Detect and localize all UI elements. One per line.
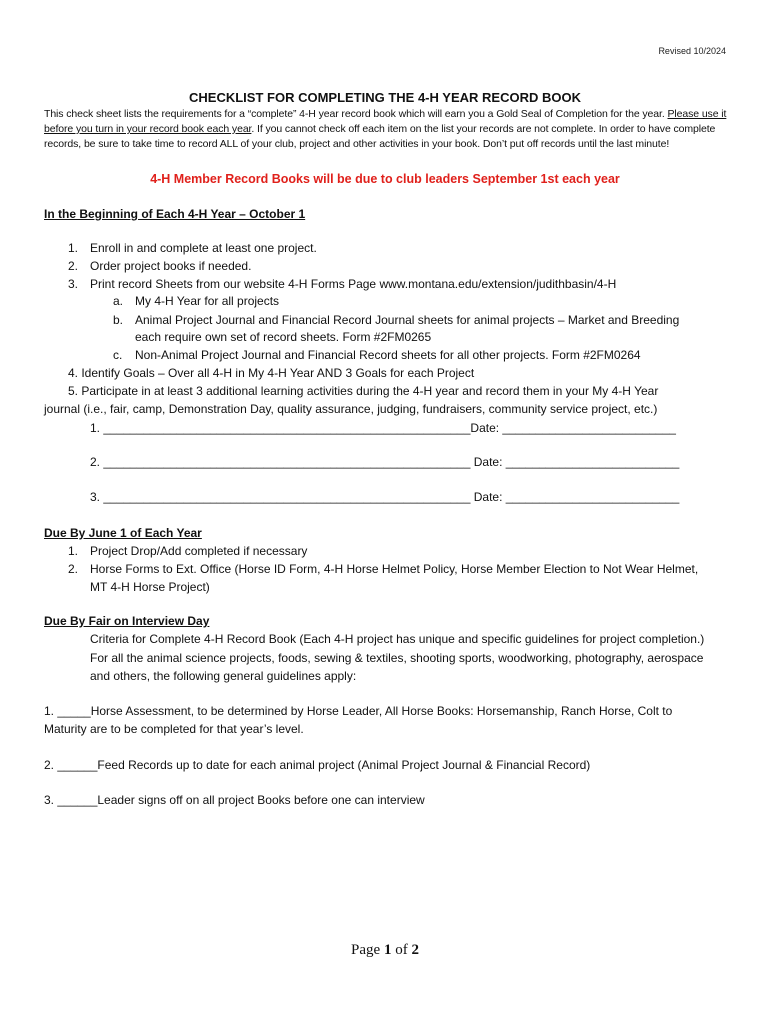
activity-blank-line[interactable]: 1. _______________________________________________________Date: __________________________ (90, 421, 676, 435)
page-number: Page 1 of 2 (351, 942, 419, 958)
section-heading-october: In the Beginning of Each 4-H Year – October 1 (44, 207, 306, 221)
intro-paragraph (44, 107, 734, 152)
sub-list-item-continued: each require own set of record sheets. Form #2FM0265 (135, 330, 432, 344)
list-item: 3. Print record Sheets from our website 4-H Forms Page www.montana.edu/extension/judithbasin/4-H (68, 277, 617, 291)
list-item-continued: MT 4-H Horse Project) (90, 580, 210, 594)
list-item: 2. Order project books if needed. (68, 259, 252, 273)
checklist-item-leader-signoff[interactable]: 3. ______Leader signs off on all project Books before one can interview (44, 793, 425, 807)
list-item: 1. Project Drop/Add completed if necessary (68, 544, 308, 558)
list-item: 5. Participate in at least 3 additional learning activities during the 4-H year and record them in your My 4-H Year (68, 384, 659, 398)
checklist-item-continued: Maturity are to be completed for that year’s level. (44, 722, 304, 736)
revised-date: Revised 10/2024 (658, 46, 726, 56)
sub-list-item: b. Animal Project Journal and Financial Record Journal sheets for animal projects – Market and Breeding (113, 313, 680, 327)
checklist-item-feed-records[interactable]: 2. ______Feed Records up to date for each animal project (Animal Project Journal & Financial Record) (44, 758, 591, 772)
list-item-continued: journal (i.e., fair, camp, Demonstration Day, quality assurance, judging, fundraisers, community service project, etc.) (44, 402, 658, 416)
section-heading-fair: Due By Fair on Interview Day (44, 614, 210, 628)
intro-text-2: . If you cannot check off each item on the list your records are not complete. In order to have complete records, be sure to take time to record ALL of your club, project and other activities in your book. Don’t put off records until the last minute! (44, 123, 716, 150)
criteria-paragraph-line: and others, the following general guidelines apply: (90, 669, 357, 683)
sub-list-item: c. Non-Animal Project Journal and Financial Record sheets for all other projects. Form #2FM0264 (113, 348, 641, 362)
criteria-paragraph-line: Criteria for Complete 4-H Record Book (Each 4-H project has unique and specific guidelines for project completion.) (90, 632, 705, 646)
list-item: 1. Enroll in and complete at least one project. (68, 241, 317, 255)
intro-text-1: This check sheet lists the requirements for a “complete” 4-H year record book which will earn you a Gold Seal of Completion for the year. (44, 108, 668, 120)
checklist-item-horse-assessment[interactable]: 1. _____Horse Assessment, to be determined by Horse Leader, All Horse Books: Horsemanship, Ranch Horse, Colt to (44, 704, 673, 718)
intro-underlined-text: Please use it before you turn in your record book each year (44, 108, 727, 135)
activity-blank-line[interactable]: 3. _______________________________________________________ Date: __________________________ (90, 490, 680, 504)
criteria-paragraph-line: For all the animal science projects, foods, sewing & textiles, shooting sports, woodworking, photography, aerospace (90, 651, 704, 665)
due-date-notice: 4-H Member Record Books will be due to club leaders September 1st each year (150, 172, 620, 186)
list-item: 2. Horse Forms to Ext. Office (Horse ID Form, 4-H Horse Helmet Policy, Horse Member Election to Not Wear Helmet, (68, 562, 699, 576)
sub-list-item: a. My 4-H Year for all projects (113, 294, 280, 308)
page-title: CHECKLIST FOR COMPLETING THE 4-H YEAR RECORD BOOK (189, 90, 581, 105)
activity-blank-line[interactable]: 2. _______________________________________________________ Date: __________________________ (90, 455, 680, 469)
section-heading-june: Due By June 1 of Each Year (44, 526, 202, 540)
list-item: 4. Identify Goals – Over all 4-H in My 4-H Year AND 3 Goals for each Project (68, 366, 475, 380)
